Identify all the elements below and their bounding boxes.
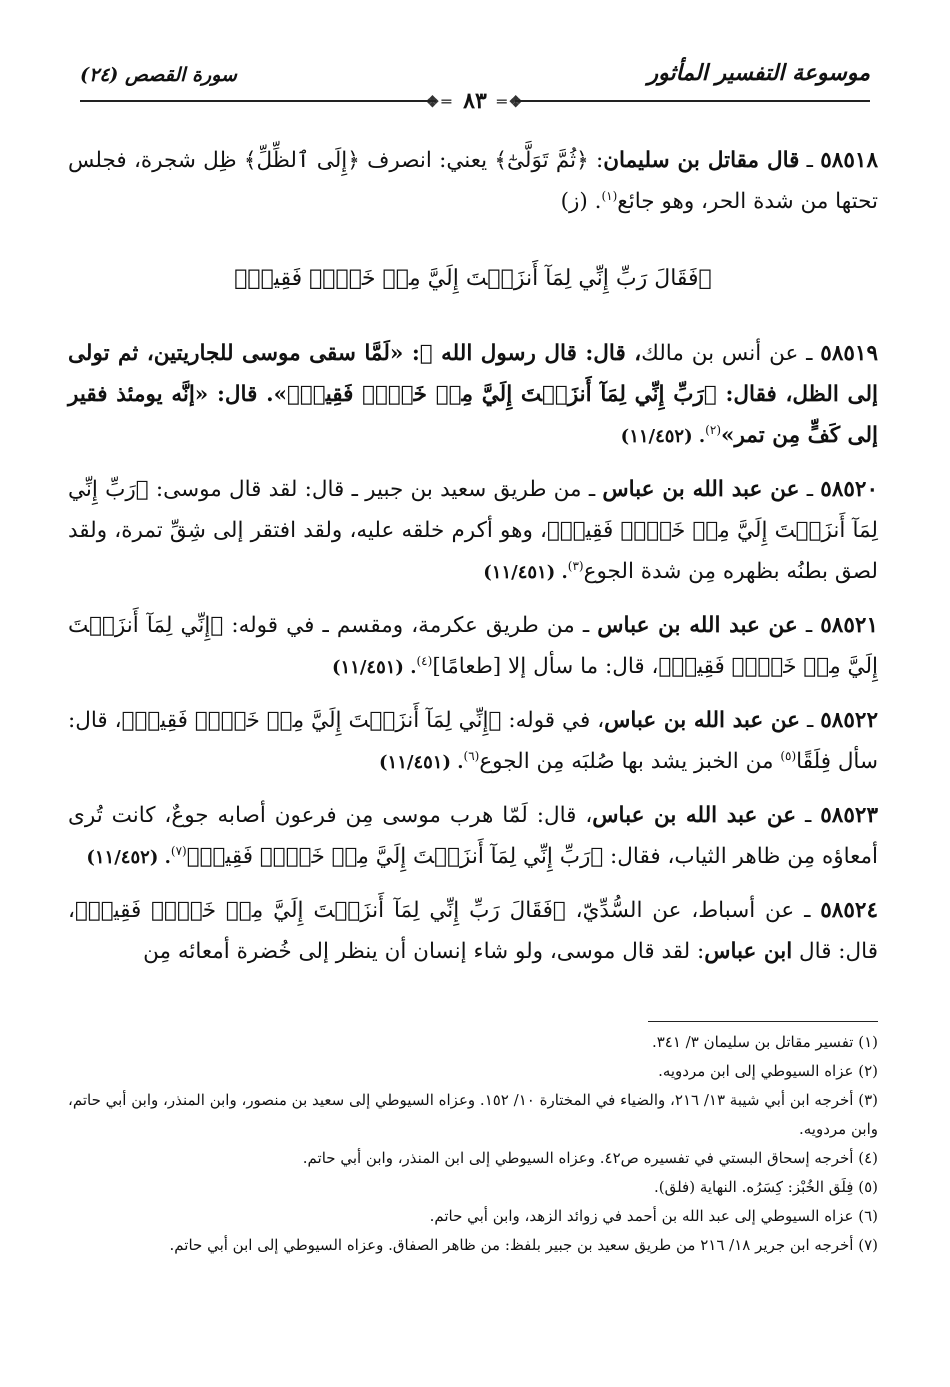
header-rule-right — [515, 100, 871, 102]
footnote: (٧) أخرجه ابن جرير ١٨/ ٢١٦ من طريق سعيد بن جبير بلفظ: من ظاهر الصفاق. وعزاه السيوطي إلى ابن أبي حاتم. — [169, 1236, 878, 1254]
footnote: (٢) عزاه السيوطي إلى ابن مردويه. — [658, 1062, 878, 1080]
dash: ـ — [794, 898, 821, 923]
narrator: ابن عباس — [704, 939, 793, 964]
page-number: ٨٣ — [463, 88, 487, 114]
entry-text: : ﴿ثُمَّ تَوَلَّىٰٓ﴾ يعني: انصرف ﴿إِلَى ٱلظِّلِّ﴾ ظِل شجرة، فجلس تحتها من شدة الحر، وهو جائع — [68, 148, 878, 214]
narrator: عن عبد الله بن عباس — [604, 708, 801, 733]
footnote-ref: (٤) — [416, 653, 433, 668]
entry-tail: . (ز) — [560, 189, 602, 214]
footnote-ref: (٥) — [780, 748, 797, 763]
narrator: عن عبد الله بن عباس — [597, 613, 798, 638]
entry-number: ٥٨٥٢١ — [820, 613, 878, 638]
dash: ـ — [799, 148, 821, 173]
footnote-ref: (٣) — [567, 558, 584, 573]
footnote: (٥) فِلَق الخُبْز: كِسَرُه. النهاية (فلق). — [653, 1178, 878, 1196]
entry-58518 — [68, 140, 878, 222]
entry-number: ٥٨٥٢٣ — [820, 803, 878, 828]
entry-tail: . (١١/٤٥١) — [483, 562, 568, 583]
entry-58523 — [68, 795, 878, 878]
entry-text: عن أسباط، عن السُّدِّيّ، ﴿فَقَالَ رَبِّ إِنِّي لِمَآ أَنزَلۡتَ إِلَيَّ مِنۡ خَيۡرٖ فَقِيرٞ﴾، قال: قال — [68, 898, 878, 964]
entry-text: ، قال: لَمّا هرب موسى مِن فرعون أصابه جوعٌ، كانت تُرى أمعاؤه مِن ظاهر الثياب، فقال: ﴿رَبِّ إِنِّي لِمَآ أَنزَلۡتَ إِلَيَّ مِنۡ خَيۡرٖ فَقِيرٞ﴾ — [68, 803, 878, 869]
entry-58521 — [68, 605, 878, 688]
dash: ـ — [796, 803, 821, 828]
entry-number: ٥٨٥١٨ — [820, 148, 878, 173]
entry-text-2: من الخبز يشد بها صُلبَه مِن الجوع — [479, 749, 781, 774]
entry-58522 — [68, 700, 878, 783]
entry-text: ، قال: قال رسول الله ﷺ: «لَمَّا سقى موسى للجاريتين، ثم تولى إلى الظل، فقال: ﴿رَبِّ إِنِّي لِمَآ أَنزَلۡتَ إِلَيَّ مِنۡ خَيۡرٖ فَقِيرٞ﴾». قال: «إنَّه يومئذ فقير إلى كَفٍّ مِن تمر» — [68, 341, 878, 448]
entry-tail: . (١١/٤٥١) — [331, 657, 417, 678]
book-title: موسوعة التفسير المأثور — [647, 60, 870, 86]
entry-number: ٥٨٥١٩ — [820, 341, 879, 366]
entry-number: ٥٨٥٢٤ — [820, 898, 878, 923]
entry-tail: . (١١/٤٥٢) — [86, 847, 171, 868]
footnote-ref: (١) — [601, 188, 618, 203]
dash: ـ — [797, 613, 821, 638]
header-rule-left — [80, 100, 436, 102]
entry-tail: . (١١/٤٥٢) — [620, 426, 706, 447]
narrator: عن أنس بن مالك — [641, 341, 799, 366]
entry-number: ٥٨٥٢٢ — [820, 708, 878, 733]
footnote-ref: (٧) — [170, 843, 187, 858]
entry-58524 — [68, 890, 878, 972]
entry-58520 — [68, 469, 878, 593]
entry-number: ٥٨٥٢٠ — [820, 477, 879, 502]
entry-58519 — [68, 333, 878, 457]
surah-name: سورة القصص (٢٤) — [80, 64, 237, 86]
verse-heading: ﴿فَقَالَ رَبِّ إِنِّي لِمَآ أَنزَلۡتَ إِلَيَّ مِنۡ خَيۡرٖ فَقِيرٞ﴾ — [234, 266, 712, 291]
entry-text: ـ من طريق سعيد بن جبير ـ قال: لقد قال موسى: ﴿رَبِّ إِنِّي لِمَآ أَنزَلۡتَ إِلَيَّ مِنۡ خَيۡرٖ فَقِيرٞ﴾، وهو أكرم خلقه عليه، ولقد افتقر إلى شِقِّ تمرة، ولقد لصق بطنُه بظهره مِن شدة الجوع — [68, 477, 878, 584]
footnote-separator — [648, 1021, 878, 1022]
page-number-block — [425, 88, 525, 114]
entry-text: ، في قوله: ﴿إِنِّي لِمَآ أَنزَلۡتَ إِلَيَّ مِنۡ خَيۡرٖ فَقِيرٞ﴾، قال: سأل فِلَقًا — [68, 708, 878, 774]
entry-text: ـ من طريق عكرمة، ومقسم ـ في قوله: ﴿إِنِّي لِمَآ أَنزَلۡتَ إِلَيَّ مِنۡ خَيۡرٖ فَقِيرٞ﴾، قال: ما سأل إلا [طعامًا] — [68, 613, 878, 679]
footnote: (٣) أخرجه ابن أبي شيبة ١٣/ ٢١٦، والضياء في المختارة ١٠/ ١٥٢. وعزاه السيوطي إلى سعيد بن منصور، وابن المنذر، وابن أبي حاتم، وابن مردويه. — [68, 1091, 878, 1138]
dash: ـ — [798, 341, 821, 366]
footnotes — [68, 1028, 878, 1260]
narrator: عن عبد الله بن عباس — [592, 803, 797, 828]
dash: ـ — [799, 477, 821, 502]
dash: ـ — [800, 708, 821, 733]
footnote-ref-2: (٦) — [463, 748, 480, 763]
running-header — [80, 60, 870, 114]
entry-text-2: : لقد قال موسى، ولو شاء إنسان أن ينظر إلى خُضرة أمعائه مِن — [143, 939, 705, 964]
ornament-right-icon: ═❖ — [425, 91, 454, 111]
footnote: (١) تفسير مقاتل بن سليمان ٣/ ٣٤١. — [651, 1033, 878, 1051]
entry-tail: . (١١/٤٥١) — [379, 752, 464, 773]
footnote: (٦) عزاه السيوطي إلى عبد الله بن أحمد في زوائد الزهد، وابن أبي حاتم. — [429, 1207, 878, 1225]
footnote: (٤) أخرجه إسحاق البستي في تفسيره ص٤٢. وعزاه السيوطي إلى ابن المنذر، وابن أبي حاتم. — [302, 1149, 878, 1167]
footnote-ref: (٢) — [705, 422, 721, 437]
narrator: قال مقاتل بن سليمان — [603, 148, 800, 173]
ornament-left-icon: ❖═ — [496, 91, 525, 111]
main-text — [68, 140, 878, 984]
narrator: عن عبد الله بن عباس — [602, 477, 800, 502]
